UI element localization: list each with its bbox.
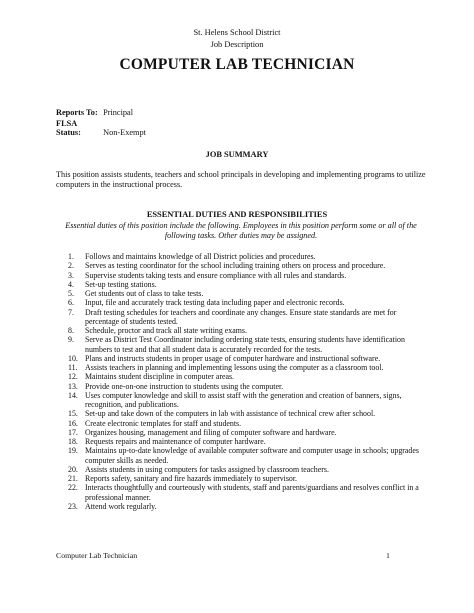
duty-number: 18. (68, 437, 78, 446)
duty-item (56, 446, 428, 465)
duty-text: Attend work regularly. (85, 501, 157, 511)
document-type: Job Description (210, 40, 264, 49)
duty-item (56, 465, 428, 474)
duty-number: 15. (68, 409, 78, 419)
duty-text: Get students out of class to take tests. (85, 289, 204, 298)
duty-text: Serve as District Test Coordinator including ordering state tests, ensuring students have identification numbers to test and that all student data is accurately recorded for the tests. (85, 335, 405, 354)
duty-item (56, 335, 428, 354)
reports-to-row (56, 108, 133, 117)
duty-item (56, 326, 428, 335)
duty-item (56, 298, 428, 307)
duty-number: 3. (68, 270, 74, 280)
duty-text: Serves as testing coordinator for the school including training others on process and procedure. (85, 261, 386, 271)
duties-heading: ESSENTIAL DUTIES AND RESPONSIBILITIES (146, 210, 328, 219)
duty-text: Assists teachers in planning and implementing lessons using the computer as a classroom tool. (85, 363, 384, 372)
duty-text: Interacts thoughtfully and courteously with students, staff and parents/guardians and resolves conflict in a professional manner. (85, 483, 419, 502)
duty-item (56, 409, 428, 418)
duty-item (56, 280, 428, 289)
duty-number: 16. (68, 418, 78, 428)
duty-text: Supervise students taking tests and ensure compliance with all rules and standards. (85, 270, 347, 280)
duty-text: Uses computer knowledge and skill to assist staff with the generation and creation of banners, signs, recognition, and publications. (85, 390, 402, 409)
duty-text: Set-up and take down of the computers in lab with assistance of technical crew after school. (85, 409, 376, 419)
duty-text: Plans and instructs students in proper usage of computer hardware and instructional software. (85, 353, 381, 363)
duty-item (56, 419, 428, 428)
reports-to-value: Principal (103, 108, 134, 117)
duties-list (56, 252, 428, 511)
duty-number: 1. (68, 252, 74, 261)
duty-number: 17. (68, 427, 78, 437)
duty-item (56, 308, 428, 327)
duty-number: 6. (68, 298, 74, 308)
duties-intro: Essential duties of this position include the following. Employees in this position perform some or all of the following tasks. Other duties may be assigned. (65, 221, 417, 241)
duty-number: 13. (68, 381, 78, 391)
duty-number: 4. (68, 279, 74, 289)
duty-number: 21. (68, 474, 78, 483)
duty-item (56, 382, 428, 391)
duty-item (56, 261, 428, 270)
duty-text: Reports safety, sanitary and fire hazards immediately to supervisor. (85, 474, 298, 483)
duty-number: 19. (68, 446, 78, 456)
reports-to-label: Reports To: (56, 108, 98, 117)
duty-item (56, 354, 428, 363)
duty-item (56, 502, 428, 511)
duty-number: 8. (68, 326, 74, 335)
duty-item (56, 483, 428, 502)
flsa-status-label: FLSA Status: (56, 119, 81, 137)
duty-item (56, 474, 428, 483)
duty-number: 20. (68, 464, 78, 474)
page-title: COMPUTER LAB TECHNICIAN (119, 56, 355, 73)
duty-item (56, 271, 428, 280)
duty-text: Schedule, proctor and track all state writing exams. (85, 326, 247, 335)
duty-number: 2. (68, 261, 74, 271)
duty-number: 10. (68, 353, 78, 363)
duty-item (56, 363, 428, 372)
duty-number: 12. (68, 372, 78, 382)
duty-text: Draft testing schedules for teachers and coordinate any changes. Ensure state standards are met for percentage of students tested. (85, 307, 397, 326)
district-name: St. Helens School District (193, 28, 281, 37)
duty-text: Maintains up-to-date knowledge of available computer software and computer usage in schools; upgrades computer skills as needed. (85, 446, 419, 465)
duty-number: 9. (68, 335, 74, 345)
duty-number: 22. (68, 483, 78, 493)
duty-text: Set-up testing stations. (85, 279, 157, 289)
duty-number: 5. (68, 289, 74, 298)
duty-text: Maintains student discipline in computer areas. (85, 372, 235, 382)
job-summary-text: This position assists students, teachers and school principals in developing and implementing programs to utilize computers in the instructional process. (56, 170, 426, 190)
duty-number: 23. (68, 501, 78, 511)
page-number: 1 (386, 551, 390, 560)
duty-item (56, 428, 428, 437)
flsa-status-value: Non-Exempt (103, 128, 146, 137)
duty-number: 7. (68, 307, 74, 317)
duty-number: 14. (68, 390, 78, 400)
duty-item (56, 372, 428, 381)
duty-item (56, 289, 428, 298)
duty-text: Provide one-on-one instruction to students using the computer. (85, 381, 284, 391)
duty-text: Input, file and accurately track testing data including paper and electronic records. (85, 298, 345, 308)
duty-item (56, 437, 428, 446)
duty-text: Create electronic templates for staff and students. (85, 418, 242, 428)
duty-number: 11. (68, 363, 78, 372)
duty-item (56, 391, 428, 410)
duty-item (56, 252, 428, 261)
flsa-status-row (56, 119, 146, 137)
duty-text: Follows and maintains knowledge of all District policies and procedures. (85, 252, 316, 261)
duty-text: Requests repairs and maintenance of computer hardware. (85, 437, 266, 446)
job-summary-heading: JOB SUMMARY (205, 150, 269, 159)
duty-text: Organizes housing, management and filing of computer software and hardware. (85, 427, 337, 437)
duty-text: Assists students in using computers for tasks assigned by classroom teachers. (85, 464, 329, 474)
footer-title: Computer Lab Technician (56, 551, 138, 560)
